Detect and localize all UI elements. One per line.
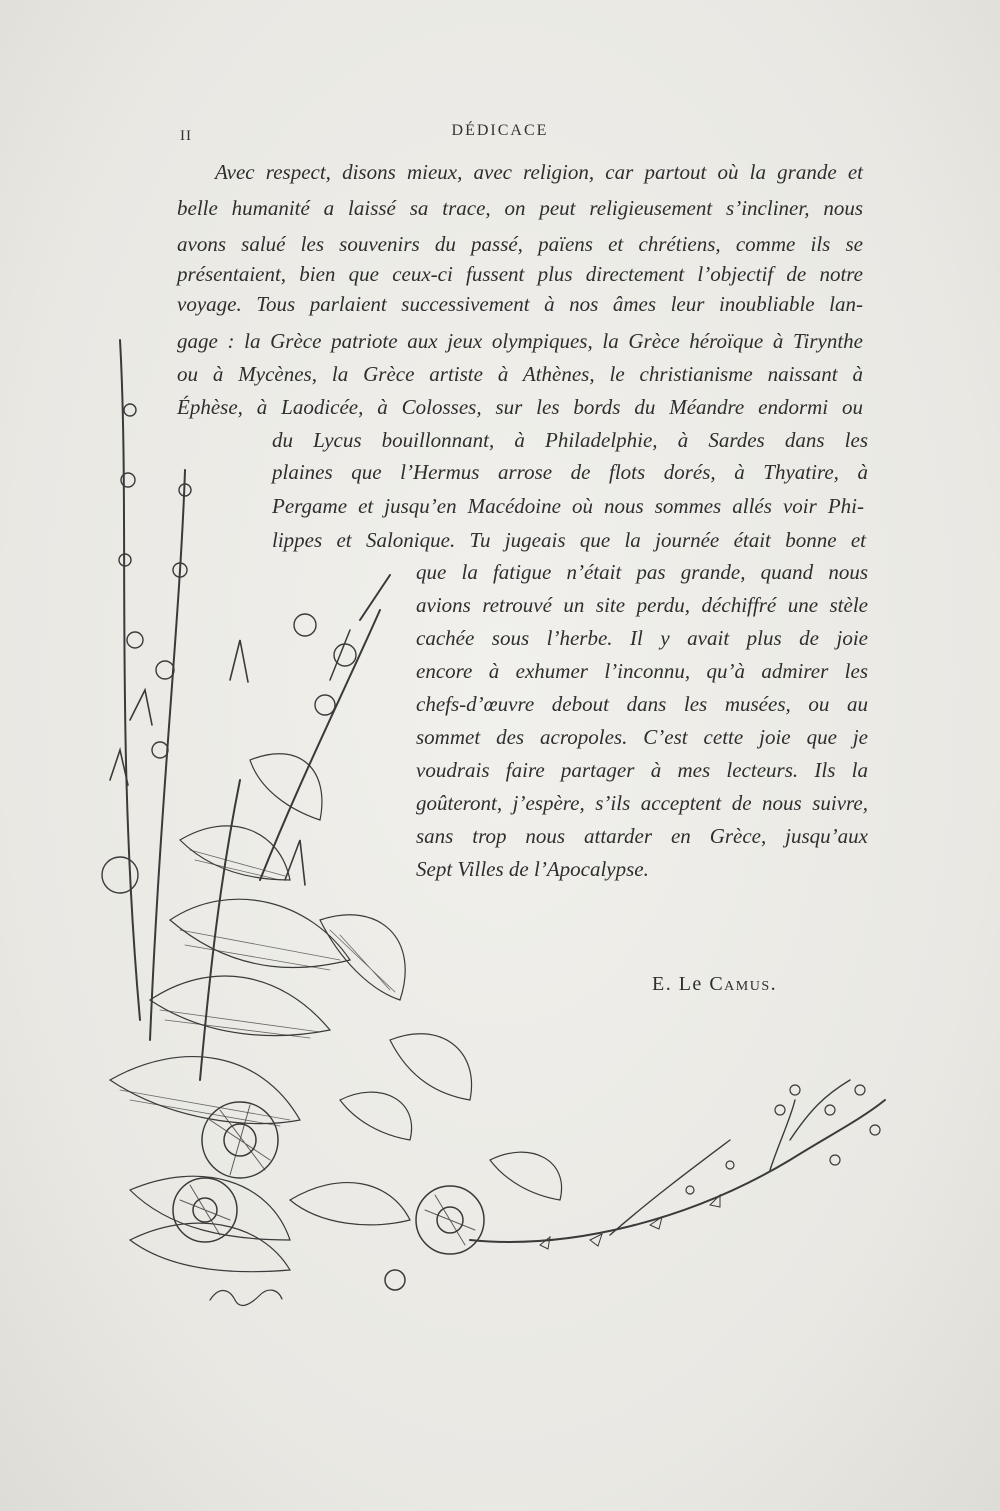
folio-number: II [180, 128, 192, 144]
text-line: encore à exhumer l’inconnu, qu’à admirer les [416, 659, 868, 683]
text-line: sommet des acropoles. C’est cette joie que je [416, 725, 868, 749]
text-line: chefs-d’œuvre debout dans les musées, ou au [416, 692, 868, 716]
text-line: que la fatigue n’était pas grande, quand nous [416, 560, 868, 584]
text-line: Éphèse, à Laodicée, à Colosses, sur les bords du Méandre endormi ou [177, 395, 863, 419]
text-line: Pergame et jusqu’en Macédoine où nous sommes allés voir Phi- [272, 494, 864, 518]
text-line: voudrais faire partager à mes lecteurs. Ils la [416, 758, 868, 782]
text-line: présentaient, bien que ceux-ci fussent plus directement l’objectif de notre [177, 262, 863, 286]
text-line: lippes et Salonique. Tu jugeais que la journée était bonne et [272, 528, 866, 552]
text-line: Sept Villes de l’Apocalypse. [416, 857, 649, 881]
text-line: avons salué les souvenirs du passé, païens et chrétiens, comme ils se [177, 232, 863, 256]
text-line: du Lycus bouillonnant, à Philadelphie, à Sardes dans les [272, 428, 868, 452]
text-line: cachée sous l’herbe. Il y avait plus de joie [416, 626, 868, 650]
text-line: avions retrouvé un site perdu, déchiffré une stèle [416, 593, 868, 617]
running-head: DÉDICACE [451, 122, 549, 139]
signature-initial: E. Le [652, 973, 710, 995]
text-line: sans trop nous attarder en Grèce, jusqu’aux [416, 824, 868, 848]
text-line: voyage. Tous parlaient successivement à nos âmes leur inoubliable lan- [177, 292, 863, 316]
text-line: Avec respect, disons mieux, avec religion, car partout où la grande et [215, 160, 863, 184]
text-line: plaines que l’Hermus arrose de flots dorés, à Thyatire, à [272, 460, 868, 484]
text-line: goûteront, j’espère, s’ils acceptent de nous suivre, [416, 791, 868, 815]
signature-surname: Camus. [709, 973, 778, 995]
author-signature [652, 973, 777, 996]
text-line: ou à Mycènes, la Grèce artiste à Athènes, le christianisme naissant à [177, 362, 863, 386]
text-line: gage : la Grèce patriote aux jeux olympiques, la Grèce héroïque à Tirynthe [177, 329, 863, 353]
text-line: belle humanité a laissé sa trace, on peut religieusement s’incliner, nous [177, 196, 863, 220]
